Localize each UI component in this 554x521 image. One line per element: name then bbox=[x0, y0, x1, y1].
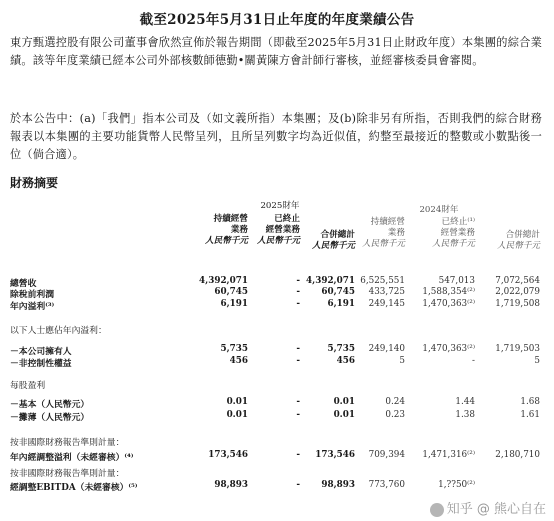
table-cell: 1,470,363⁽²⁾ bbox=[422, 299, 475, 309]
table-cell: 249,145 bbox=[368, 299, 405, 309]
table-cell: 5,735 bbox=[220, 344, 248, 354]
table-cell: 2,180,710 bbox=[495, 450, 540, 460]
row-label: 年內經調整溢利（未經審核）⁽⁴⁾ bbox=[10, 453, 134, 463]
row-label: －攤薄（人民幣元） bbox=[10, 413, 90, 423]
column-header: 持續經營 業務 人民幣千元 bbox=[205, 214, 248, 246]
column-unit: 人民幣千元 bbox=[205, 236, 248, 246]
table-cell: 1,719,508 bbox=[495, 299, 540, 309]
column-unit: 人民幣千元 bbox=[362, 239, 405, 249]
row-label: －本公司擁有人 bbox=[10, 347, 72, 357]
table-cell: 5 bbox=[534, 356, 540, 366]
column-unit: 人民幣千元 bbox=[497, 241, 540, 251]
table-cell: - bbox=[296, 480, 300, 490]
table-cell: 6,191 bbox=[220, 299, 248, 309]
table-cell: 7,072,564 bbox=[495, 276, 540, 286]
table-cell: - bbox=[296, 344, 300, 354]
watermark bbox=[427, 498, 546, 517]
definitions-paragraph: 於本公告中：(a)「我們」指本公司及（如文義所指）本集團；及(b)除非另有所指，否則我們的綜合財務報表以本集團的主要功能貨幣人民幣呈列，且所呈列數字均為近似值，約整至最接近的整數或小數點後一位（倘合適）。 bbox=[10, 112, 542, 161]
table-cell: 456 bbox=[229, 356, 248, 366]
table-cell: 1.38 bbox=[455, 410, 475, 420]
page-title: 截至2025年5月31日止年度的年度業績公告 bbox=[139, 12, 415, 28]
row-label: 每股盈利 bbox=[10, 381, 46, 391]
table-cell: 249,140 bbox=[368, 344, 405, 354]
table-cell: 1,??50⁽²⁾ bbox=[438, 480, 475, 490]
year-2024-header: 2024財年 bbox=[419, 205, 459, 215]
table-cell: 2,022,079 bbox=[495, 287, 540, 297]
row-label: 以下人士應佔年內溢利： bbox=[10, 326, 107, 336]
table-cell: 1,588,354⁽²⁾ bbox=[422, 287, 475, 297]
table-cell: - bbox=[296, 410, 300, 420]
table-cell: 60,745 bbox=[321, 287, 355, 297]
table-cell: 709,394 bbox=[368, 450, 405, 460]
row-label: 按非國際財務報告準則計量： bbox=[10, 438, 125, 448]
row-label: 按非國際財務報告準則計量： bbox=[10, 469, 125, 479]
row-label: 總營收 bbox=[10, 279, 37, 289]
table-cell: - bbox=[472, 356, 475, 366]
table-cell: 0.24 bbox=[385, 397, 405, 407]
table-cell: 1,470,363⁽²⁾ bbox=[422, 344, 475, 354]
column-header: 已終止⁽¹⁾ 經營業務 人民幣千元 bbox=[432, 217, 475, 249]
row-label: 年內溢利⁽³⁾ bbox=[10, 302, 55, 312]
column-unit: 人民幣千元 bbox=[312, 241, 355, 251]
table-cell: 1.68 bbox=[520, 397, 540, 407]
column-header: 合併總計 人民幣千元 bbox=[312, 230, 355, 251]
year-2025-header: 2025財年 bbox=[260, 201, 300, 211]
table-cell: 60,745 bbox=[214, 287, 248, 297]
table-cell: - bbox=[296, 450, 300, 460]
table-cell: - bbox=[296, 397, 300, 407]
table-cell: 0.23 bbox=[385, 410, 405, 420]
table-cell: - bbox=[296, 276, 300, 286]
section-title: 財務摘要 bbox=[10, 176, 59, 190]
table-cell: 6,191 bbox=[327, 299, 355, 309]
table-cell: 98,893 bbox=[321, 480, 355, 490]
column-header: 持續經營 業務 人民幣千元 bbox=[362, 217, 405, 249]
table-cell: 0.01 bbox=[226, 410, 248, 420]
table-cell: 1.61 bbox=[520, 410, 540, 420]
intro-paragraph: 東方甄選控股有限公司董事會欣然宣佈於報告期間（即截至2025年5月31日止財政年度）本集團的綜合業績。該等年度業績已經本公司外部核數師德勤•關黃陳方會計師行審核，並經審核委員會審閱。 bbox=[10, 36, 542, 67]
table-cell: 0.01 bbox=[333, 410, 355, 420]
table-cell: 0.01 bbox=[226, 397, 248, 407]
column-unit: 人民幣千元 bbox=[257, 236, 300, 246]
table-cell: 1.44 bbox=[455, 397, 475, 407]
watermark-text: 知乎 @ 熊心自在 bbox=[446, 502, 546, 517]
table-cell: 4,392,071 bbox=[306, 276, 355, 286]
table-cell: 433,725 bbox=[368, 287, 405, 297]
column-header: 已終止 經營業務 人民幣千元 bbox=[257, 214, 300, 246]
column-unit: 人民幣千元 bbox=[432, 239, 475, 249]
column-header: 合併總計 人民幣千元 bbox=[497, 230, 540, 251]
table-cell: 456 bbox=[336, 356, 355, 366]
avatar-icon bbox=[430, 503, 444, 517]
row-label: －基本（人民幣元） bbox=[10, 400, 90, 410]
table-cell: 173,546 bbox=[315, 450, 355, 460]
row-label: 除稅前利潤 bbox=[10, 290, 54, 300]
table-cell: 5 bbox=[399, 356, 405, 366]
table-cell: 547,013 bbox=[438, 276, 475, 286]
table-cell: 773,760 bbox=[368, 480, 405, 490]
table-cell: 5,735 bbox=[327, 344, 355, 354]
row-label: －非控制性權益 bbox=[10, 359, 72, 369]
table-cell: - bbox=[296, 299, 300, 309]
row-label: 經調整EBITDA（未經審核）⁽⁵⁾ bbox=[10, 483, 138, 493]
table-cell: - bbox=[296, 356, 300, 366]
table-cell: 1,719,503 bbox=[495, 344, 540, 354]
table-cell: 173,546 bbox=[208, 450, 248, 460]
table-cell: 4,392,071 bbox=[199, 276, 248, 286]
table-cell: 98,893 bbox=[214, 480, 248, 490]
table-cell: 6,525,551 bbox=[360, 276, 405, 286]
table-cell: - bbox=[296, 287, 300, 297]
table-cell: 0.01 bbox=[333, 397, 355, 407]
table-cell: 1,471,316⁽²⁾ bbox=[422, 450, 475, 460]
